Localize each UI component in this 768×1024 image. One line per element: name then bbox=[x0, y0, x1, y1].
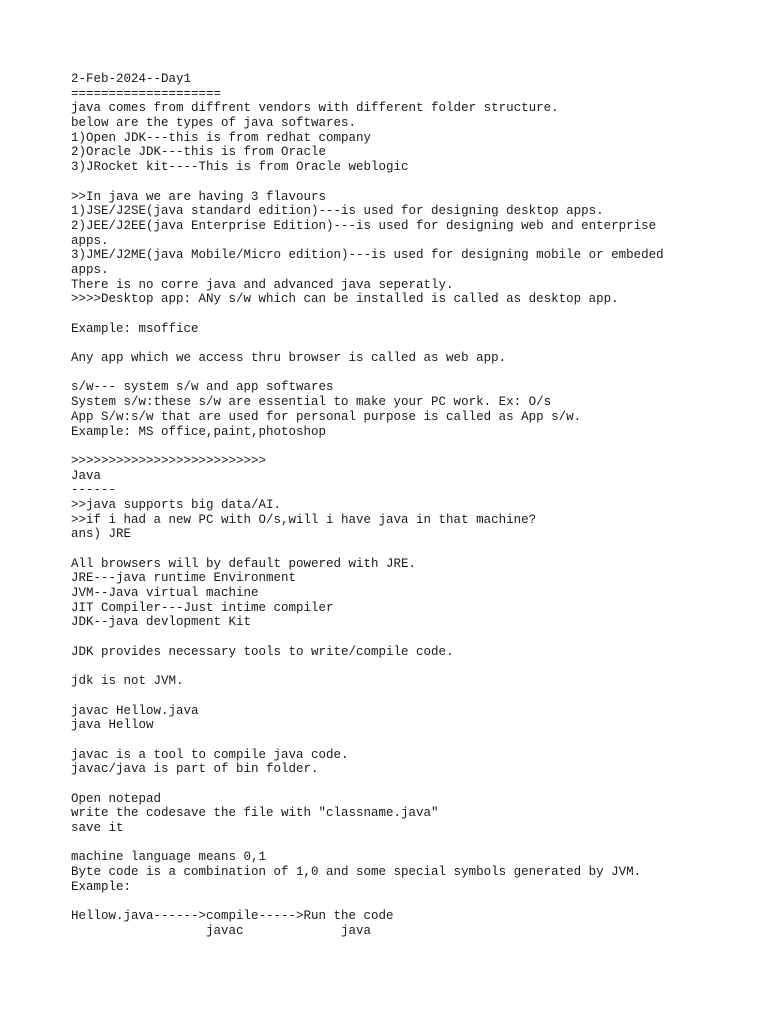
text-line: >>>>Desktop app: ANy s/w which can be installed is called as desktop app. bbox=[71, 292, 619, 307]
text-line: Example: msoffice bbox=[71, 321, 199, 336]
text-line: apps. bbox=[71, 262, 109, 277]
text-line bbox=[71, 336, 731, 351]
text-line: 3)JRocket kit----This is from Oracle weblogic bbox=[71, 160, 409, 175]
text-line: 2-Feb-2024--Day1 bbox=[71, 72, 192, 86]
text-line: Byte code is a combination of 1,0 and some special symbols generated by JVM. bbox=[71, 865, 642, 880]
text-line: javac java bbox=[71, 923, 372, 938]
text-line: JRE---java runtime Environment bbox=[71, 571, 297, 586]
text-line: Hellow.java------>compile----->Run the code bbox=[71, 909, 394, 924]
text-line: java Hellow bbox=[71, 718, 154, 733]
text-line: >>if i had a new PC with O/s,will i have java in that machine? bbox=[71, 512, 537, 527]
text-line: ------ bbox=[71, 483, 117, 498]
text-line: s/w--- system s/w and app softwares bbox=[71, 380, 334, 395]
text-line: >>java supports big data/AI. bbox=[71, 497, 282, 512]
text-line bbox=[71, 660, 731, 675]
text-line: 1)JSE/J2SE(java standard edition)---is used for designing desktop apps. bbox=[71, 204, 604, 219]
text-line: save it bbox=[71, 821, 124, 836]
text-line: All browsers will by default powered with JRE. bbox=[71, 556, 417, 571]
text-line: Example: MS office,paint,photoshop bbox=[71, 424, 327, 439]
text-line: JVM--Java virtual machine bbox=[71, 586, 259, 601]
text-line: Open notepad bbox=[71, 791, 162, 806]
text-line: ==================== bbox=[71, 86, 222, 101]
text-line: Example: bbox=[71, 879, 132, 894]
text-line: JDK--java devlopment Kit bbox=[71, 615, 252, 630]
text-line bbox=[71, 439, 731, 454]
text-line: 1)Open JDK---this is from redhat company bbox=[71, 130, 372, 145]
text-line: Any app which we access thru browser is called as web app. bbox=[71, 351, 507, 366]
text-line bbox=[71, 542, 731, 557]
text-line: 2)Oracle JDK---this is from Oracle bbox=[71, 145, 327, 160]
text-line: >>>>>>>>>>>>>>>>>>>>>>>>>> bbox=[71, 453, 267, 468]
text-line: javac/java is part of bin folder. bbox=[71, 762, 319, 777]
text-line: 3)JME/J2ME(java Mobile/Micro edition)---is used for designing mobile or embeded bbox=[71, 248, 664, 263]
text-line: javac is a tool to compile java code. bbox=[71, 747, 349, 762]
text-line: >>In java we are having 3 flavours bbox=[71, 189, 327, 204]
text-line bbox=[71, 895, 731, 910]
text-line: ans) JRE bbox=[71, 527, 132, 542]
text-line: write the codesave the file with "classname.java" bbox=[71, 806, 439, 821]
text-line: java comes from diffrent vendors with different folder structure. bbox=[71, 101, 559, 116]
text-line: Java bbox=[71, 468, 102, 483]
text-line: JIT Compiler---Just intime compiler bbox=[71, 600, 334, 615]
document-text bbox=[71, 72, 731, 939]
text-line: 2)JEE/J2EE(java Enterprise Edition)---is used for designing web and enterprise bbox=[71, 218, 657, 233]
text-line: App S/w:s/w that are used for personal purpose is called as App s/w. bbox=[71, 409, 582, 424]
text-line bbox=[71, 366, 731, 381]
text-line bbox=[71, 630, 731, 645]
text-line: below are the types of java softwares. bbox=[71, 116, 357, 131]
text-line bbox=[71, 777, 731, 792]
text-line bbox=[71, 689, 731, 704]
text-line: javac Hellow.java bbox=[71, 703, 199, 718]
text-line: System s/w:these s/w are essential to make your PC work. Ex: O/s bbox=[71, 395, 552, 410]
text-line bbox=[71, 733, 731, 748]
text-line: apps. bbox=[71, 233, 109, 248]
text-line bbox=[71, 175, 731, 190]
text-line bbox=[71, 836, 731, 851]
text-line: There is no corre java and advanced java seperatly. bbox=[71, 277, 454, 292]
text-line bbox=[71, 307, 731, 322]
text-line: JDK provides necessary tools to write/compile code. bbox=[71, 644, 454, 659]
text-line: jdk is not JVM. bbox=[71, 674, 184, 689]
text-line: machine language means 0,1 bbox=[71, 850, 267, 865]
